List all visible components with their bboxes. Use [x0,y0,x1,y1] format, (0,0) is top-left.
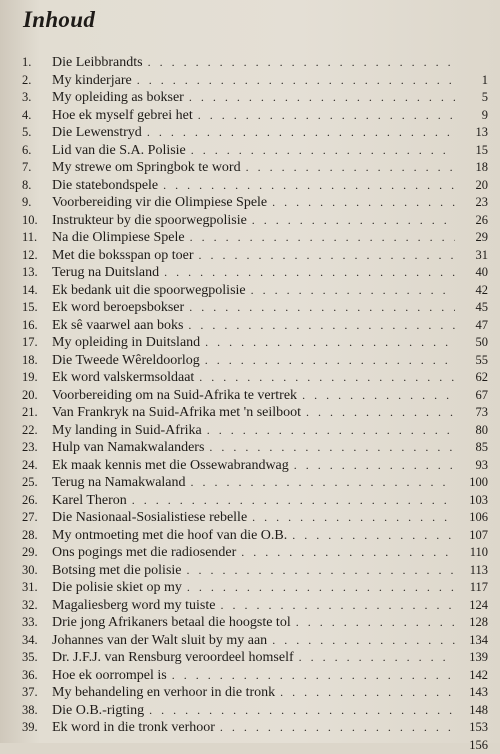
chapter-title: Ek bedank uit die spoorwegpolisie [52,282,246,300]
chapter-number: 24. [22,457,52,475]
dot-leader [132,492,455,510]
dot-leader [272,194,455,212]
toc-entry [22,457,488,475]
toc-entry [22,509,488,527]
dot-leader [191,474,455,492]
chapter-number: 9. [22,194,52,212]
dot-leader [252,212,455,230]
page-number: 142 [460,667,488,685]
chapter-title: My strewe om Springbok te word [52,159,241,177]
toc-entry [22,282,488,300]
chapter-title: Terug na Namakwaland [52,474,186,492]
chapter-number: 29. [22,544,52,562]
chapter-number: 7. [22,159,52,177]
chapter-number: 15. [22,299,52,317]
chapter-title: Van Frankryk na Suid-Afrika met 'n seilboot [52,404,301,422]
chapter-number: 1. [22,54,52,72]
toc-entry [22,229,488,247]
toc-entry [22,544,488,562]
chapter-title: My kinderjare [52,72,132,90]
dot-leader [220,597,455,615]
chapter-title: Die Lewenstryd [52,124,142,142]
chapter-number: 35. [22,649,52,667]
page-number: 124 [460,597,488,615]
chapter-number: 21. [22,404,52,422]
dot-leader [280,684,455,702]
toc-entry [22,107,488,125]
chapter-number: 26. [22,492,52,510]
dot-leader [220,719,455,737]
dot-leader [199,369,455,387]
page-number: 29 [460,229,488,247]
page-number: 85 [460,439,488,457]
chapter-number: 38. [22,702,52,720]
page-number: 148 [460,702,488,720]
toc-entry [22,159,488,177]
toc-entry [22,562,488,580]
toc-entry [22,177,488,195]
chapter-title: Terug na Duitsland [52,264,159,282]
dot-leader [188,317,455,335]
page-number: 15 [460,142,488,160]
chapter-title: Botsing met die polisie [52,562,182,580]
toc-entry [22,702,488,720]
page-number: 67 [460,387,488,405]
chapter-number: 8. [22,177,52,195]
toc-entry [22,352,488,370]
toc-entry [22,387,488,405]
dot-leader [198,107,455,125]
page-number: 23 [460,194,488,212]
toc-entry [22,247,488,265]
page-number: 103 [460,492,488,510]
chapter-title: My opleiding in Duitsland [52,334,200,352]
chapter-number: 2. [22,72,52,90]
table-of-contents [22,54,488,754]
toc-entry [22,719,488,737]
toc-entry [22,492,488,510]
chapter-title: Voorbereiding vir die Olimpiese Spele [52,194,267,212]
chapter-number: 37. [22,684,52,702]
chapter-number: 25. [22,474,52,492]
dot-leader [172,667,455,685]
chapter-title: Hulp van Namakwalanders [52,439,204,457]
chapter-title: Hoe ek myself gebrei het [52,107,193,125]
toc-entry [22,597,488,615]
toc-entry [22,317,488,335]
dot-leader [137,72,455,90]
chapter-number: 18. [22,352,52,370]
page-number: 128 [460,614,488,632]
toc-entry [22,684,488,702]
toc-entry [22,89,488,107]
page-number: 50 [460,334,488,352]
chapter-title: Hoe ek oorrompel is [52,667,167,685]
page-number: 26 [460,212,488,230]
chapter-title: Instrukteur by die spoorwegpolisie [52,212,247,230]
page-number: 110 [460,544,488,562]
page-number: 107 [460,527,488,545]
chapter-number: 6. [22,142,52,160]
chapter-number: 30. [22,562,52,580]
chapter-title: Die statebondspele [52,177,158,195]
chapter-title: Ek word valskermsoldaat [52,369,194,387]
page-number: 139 [460,649,488,667]
dot-leader [302,387,455,405]
chapter-title: Die Tweede Wêreldoorlog [52,352,200,370]
dot-leader [164,264,455,282]
page-number: 5 [460,89,488,107]
dot-leader [148,54,455,72]
page-number: 42 [460,282,488,300]
chapter-title: My behandeling en verhoor in die tronk [52,684,275,702]
toc-entry [22,649,488,667]
chapter-title: Voorbereiding om na Suid-Afrika te vertrek [52,387,297,405]
chapter-number: 27. [22,509,52,527]
page-number: 55 [460,352,488,370]
page-number: 153 [460,719,488,737]
page-number: 62 [460,369,488,387]
page-number: 47 [460,317,488,335]
chapter-title: Die O.B.-rigting [52,702,144,720]
dot-leader [207,422,455,440]
page-number: 40 [460,264,488,282]
chapter-number: 19. [22,369,52,387]
toc-entry [22,667,488,685]
dot-leader [294,457,455,475]
toc-entry [22,334,488,352]
page-number: 31 [460,247,488,265]
toc-entry [22,299,488,317]
chapter-title: Na die Olimpiese Spele [52,229,185,247]
chapter-number: 10. [22,212,52,230]
chapter-title: My landing in Suid-Afrika [52,422,202,440]
page-number: 100 [460,474,488,492]
page-title: Inhoud [23,7,95,33]
toc-entry [22,54,488,72]
toc-entry [22,614,488,632]
chapter-number: 13. [22,264,52,282]
page-number: 80 [460,422,488,440]
dot-leader [189,89,455,107]
chapter-title: Johannes van der Walt sluit by my aan [52,632,267,650]
chapter-number: 34. [22,632,52,650]
toc-entry [22,194,488,212]
dot-leader [251,282,455,300]
chapter-title: Die polisie skiet op my [52,579,182,597]
toc-entry [22,264,488,282]
page-number: 113 [460,562,488,580]
chapter-number: 3. [22,89,52,107]
toc-entry [22,142,488,160]
page-number: 20 [460,177,488,195]
chapter-title: Ons pogings met die radiosender [52,544,236,562]
chapter-number: 33. [22,614,52,632]
chapter-title: My opleiding as bokser [52,89,184,107]
chapter-number: 14. [22,282,52,300]
dot-leader [187,579,455,597]
dot-leader [252,509,455,527]
page-number: 1 [460,72,488,90]
page-number: 106 [460,509,488,527]
dot-leader [205,352,455,370]
dot-leader [163,177,455,195]
dot-leader [149,702,455,720]
page-number: 18 [460,159,488,177]
chapter-number: 4. [22,107,52,125]
toc-entry [22,212,488,230]
chapter-title: Ek word in die tronk verhoor [52,719,215,737]
chapter-title: Ek maak kennis met die Ossewabrandwag [52,457,289,475]
toc-entry [22,632,488,650]
chapter-number: 5. [22,124,52,142]
page-number: 13 [460,124,488,142]
dot-leader [199,247,455,265]
dot-leader [205,334,455,352]
chapter-title: Met die boksspan op toer [52,247,194,265]
dot-leader [306,404,455,422]
dot-leader [191,142,455,160]
page-number: 9 [460,107,488,125]
toc-entry [22,737,488,754]
toc-entry [22,474,488,492]
chapter-number: 32. [22,597,52,615]
page-number: 73 [460,404,488,422]
toc-entry [22,527,488,545]
dot-leader [189,299,455,317]
chapter-title: Lid van die S.A. Polisie [52,142,186,160]
page-number: 143 [460,684,488,702]
toc-entry [22,72,488,90]
toc-entry [22,439,488,457]
chapter-title: Magaliesberg word my tuiste [52,597,215,615]
page-number: 117 [460,579,488,597]
chapter-title: Dr. J.F.J. van Rensburg veroordeel homself [52,649,294,667]
page-number: 45 [460,299,488,317]
chapter-number: 16. [22,317,52,335]
dot-leader [190,229,455,247]
toc-entry [22,404,488,422]
chapter-number: 23. [22,439,52,457]
chapter-number: 17. [22,334,52,352]
chapter-title: Ek sê vaarwel aan boks [52,317,183,335]
page-number: 156 [460,737,488,754]
toc-entry [22,422,488,440]
chapter-title: Die Leibbrandts [52,54,143,72]
toc-entry [22,124,488,142]
dot-leader [272,632,455,650]
dot-leader [147,124,455,142]
dot-leader [187,562,456,580]
chapter-number: 36. [22,667,52,685]
chapter-number: 20. [22,387,52,405]
page-number: 93 [460,457,488,475]
dot-leader [241,544,455,562]
dot-leader [209,439,455,457]
dot-leader [292,527,455,545]
chapter-title: Karel Theron [52,492,127,510]
dot-leader [299,649,455,667]
chapter-number: 12. [22,247,52,265]
chapter-title: Ek word beroepsbokser [52,299,184,317]
chapter-number: 11. [22,229,52,247]
chapter-number: 31. [22,579,52,597]
chapter-number: 39. [22,719,52,737]
toc-entry [22,369,488,387]
page-number: 134 [460,632,488,650]
chapter-number: 22. [22,422,52,440]
dot-leader [296,614,455,632]
toc-entry [22,579,488,597]
dot-leader [246,159,455,177]
chapter-number: 28. [22,527,52,545]
chapter-title: Die Nasionaal-Sosialistiese rebelle [52,509,247,527]
chapter-title: My ontmoeting met die hoof van die O.B. [52,527,287,545]
chapter-title: Drie jong Afrikaners betaal die hoogste tol [52,614,291,632]
